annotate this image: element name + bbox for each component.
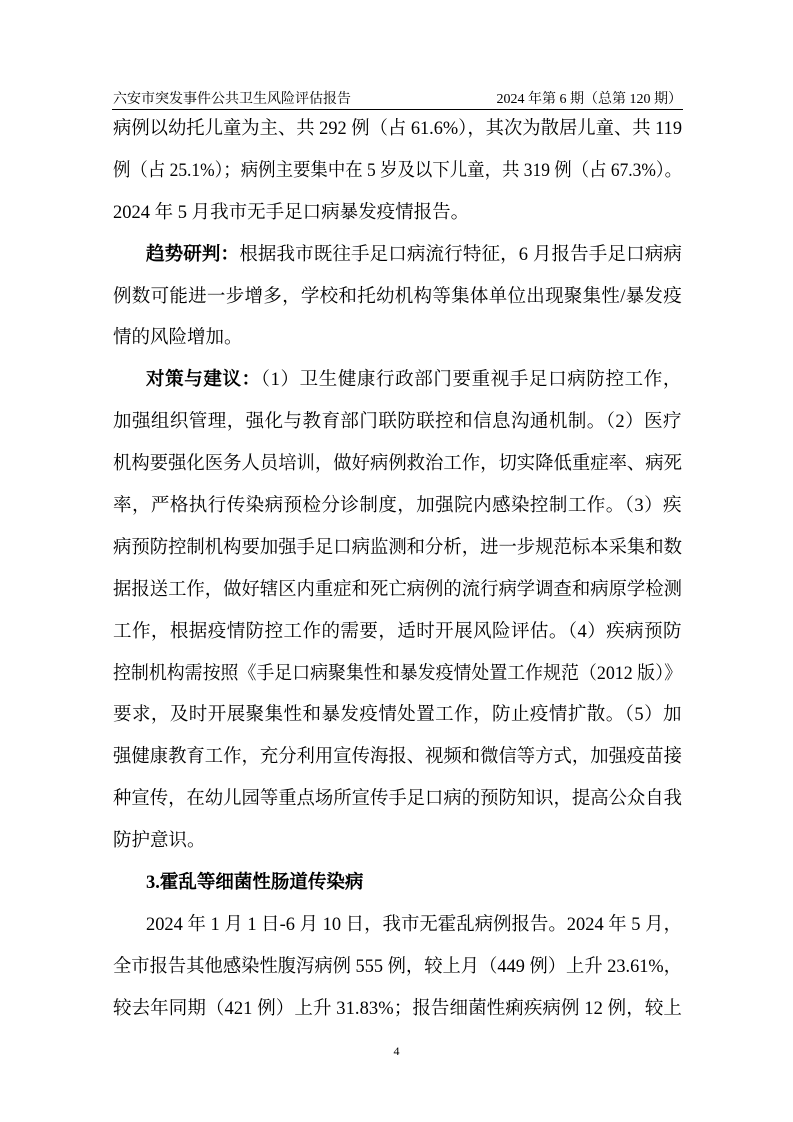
line-text: 加强组织管理，强化与教育部门联防联控和信息沟通机制。（2）医疗 <box>113 412 682 433</box>
line-text: 病预防控制机构要加强手足口病监测和分析，进一步规范标本采集和数 <box>113 537 682 558</box>
section-heading <box>113 863 682 905</box>
body-line <box>113 947 682 989</box>
body-line <box>113 905 682 947</box>
line-text: 根据我市既往手足口病流行特征，6 月报告手足口病病 <box>239 244 682 265</box>
body-line <box>113 612 682 654</box>
body-line <box>113 737 682 779</box>
line-text: 工作，根据疫情防控工作的需要，适时开展风险评估。（4）疾病预防 <box>113 621 682 642</box>
line-text-wrapper <box>146 360 682 402</box>
line-text: 防护意识。 <box>113 831 206 852</box>
trend-analysis-label: 趋势研判： <box>146 244 240 265</box>
recommendations-first-line <box>113 360 682 402</box>
body-line <box>113 989 682 1031</box>
line-text: 病例以幼托儿童为主、共 292 例（占 61.6%），其次为散居儿童、共 119 <box>113 119 682 139</box>
body-line <box>113 695 682 737</box>
running-header-title: 六安市突发事件公共卫生风险评估报告 <box>113 92 351 107</box>
recommendations-label: 对策与建议： <box>146 370 261 391</box>
body-line <box>113 821 682 863</box>
body-text <box>113 109 682 1031</box>
line-text: 例数可能进一步增多，学校和托幼机构等集体单位出现聚集性/暴发疫 <box>113 286 682 307</box>
body-line <box>113 570 682 612</box>
body-line <box>113 109 682 151</box>
line-text: 要求，及时开展聚集性和暴发疫情处置工作，防止疫情扩散。（5）加 <box>113 705 682 726</box>
body-line <box>113 277 682 319</box>
line-text: 强健康教育工作，充分利用宣传海报、视频和微信等方式，加强疫苗接 <box>113 747 682 768</box>
body-line <box>113 486 682 528</box>
line-text: （1）卫生健康行政部门要重视手足口病防控工作， <box>260 370 682 391</box>
body-line <box>113 528 682 570</box>
line-text: 全市报告其他感染性腹泻病例 555 例，较上月（449 例）上升 23.61%， <box>113 956 682 977</box>
body-line <box>113 193 682 235</box>
line-text: 据报送工作，做好辖区内重症和死亡病例的流行病学调查和病原学检测 <box>113 579 682 600</box>
body-line <box>113 654 682 696</box>
line-text: 例（占 25.1%）；病例主要集中在 5 岁及以下儿童，共 319 例（占 67.3%）。 <box>113 160 682 181</box>
line-text: 率，严格执行传染病预检分诊制度，加强院内感染控制工作。（3）疾 <box>113 496 682 517</box>
body-line <box>113 151 682 193</box>
line-text: 较去年同期（421 例）上升 31.83%；报告细菌性痢疾病例 12 例，较上 <box>113 998 682 1019</box>
line-text: 2024 年 1 月 1 日-6 月 10 日，我市无霍乱病例报告。2024 年 5 月， <box>146 914 682 935</box>
body-line <box>113 318 682 360</box>
running-header-issue: 2024 年第 6 期（总第 120 期） <box>496 92 682 107</box>
line-text: 机构要强化医务人员培训，做好病例救治工作，切实降低重症率、病死 <box>113 454 682 475</box>
line-text-wrapper <box>146 235 682 277</box>
body-line <box>113 779 682 821</box>
line-text: 种宣传，在幼儿园等重点场所宣传手足口病的预防知识，提高公众自我 <box>113 789 682 810</box>
line-text: 情的风险增加。 <box>113 328 243 349</box>
line-text: 控制机构需按照《手足口病聚集性和暴发疫情处置工作规范（2012 版）》 <box>113 663 682 684</box>
body-line <box>113 402 682 444</box>
page-number: 4 <box>393 1044 400 1058</box>
body-line <box>113 444 682 486</box>
trend-analysis-first-line <box>113 235 682 277</box>
line-text: 2024 年 5 月我市无手足口病暴发疫情报告。 <box>113 202 470 223</box>
section-heading-text: 3.霍乱等细菌性肠道传染病 <box>146 873 364 894</box>
